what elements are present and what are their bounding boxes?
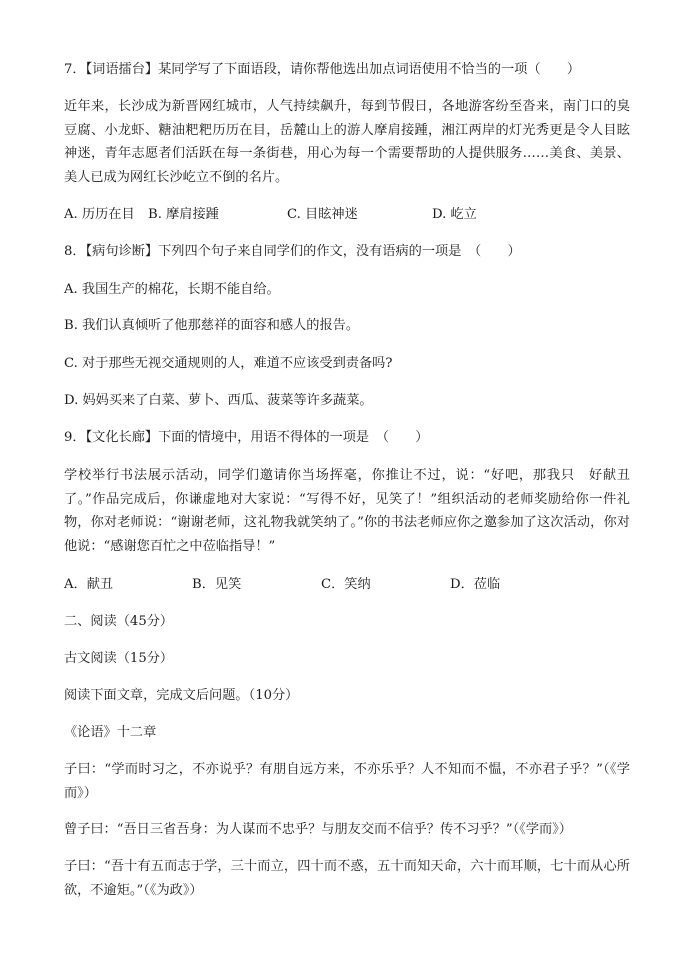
q7-option-c: C. 目眩神迷 bbox=[287, 207, 358, 222]
quote-3: 子曰：“吾十有五而志于学，三十而立，四十而不惑，五十而知天命，六十而耳顺，七十而从心所欲，不逾矩。”（《为政》） bbox=[64, 859, 630, 898]
q8-option-b: B. 我们认真倾听了他那慈祥的面容和感人的报告。 bbox=[64, 318, 360, 333]
quote-2: 曾子曰：“吾日三省吾身：为人谋而不忠乎？与朋友交而不信乎？传不习乎？”（《学而》） bbox=[64, 822, 572, 837]
text-title: 《论语》十二章 bbox=[64, 725, 157, 740]
q9-passage: 学校举行书法展示活动，同学们邀请你当场挥毫，你推让不过，说：“好吧，那我只 好献丑了。”作品完成后，你谦虚地对大家说：“写得不好，见笑了！”组织活动的老师奖励给你一件礼物，你对老师说：“谢谢老师，这礼物我就笑纳了。”你的书法老师应你之邀参加了这次活动，你对他说：“感谢您百忙之中莅临指导！” bbox=[64, 468, 630, 554]
q8-option-c: C. 对于那些无视交通规则的人，难道不应该受到责备吗? bbox=[64, 356, 393, 371]
q9-option-a: A．献丑 bbox=[64, 577, 114, 592]
section-heading: 二、阅读（45分） bbox=[64, 614, 174, 629]
q8-title: 8．【病句诊断】下列四个句子来自同学们的作文，没有语病的一项是 （ ） bbox=[64, 244, 521, 259]
q9-option-c: C．笑纳 bbox=[321, 577, 371, 592]
q9-option-d: D．莅临 bbox=[450, 577, 501, 592]
q7-option-a: A. 历历在目 bbox=[64, 207, 135, 222]
reading-instruction: 阅读下面文章，完成文后问题。（10分） bbox=[64, 688, 299, 703]
q8-option-d: D. 妈妈买来了白菜、萝卜、西瓜、菠菜等许多蔬菜。 bbox=[64, 393, 373, 408]
quote-1: 子曰：“学而时习之，不亦说乎？有朋自远方来，不亦乐乎？人不知而不愠，不亦君子乎？”（《学而》） bbox=[64, 762, 630, 801]
q9-title: 9．【文化长廊】下面的情境中，用语不得体的一项是 （ ） bbox=[64, 430, 429, 445]
q7-title: 7．【词语擂台】某同学写了下面语段，请你帮他选出加点词语使用不恰当的一项（ ） bbox=[64, 62, 581, 77]
q7-passage: 近年来，长沙成为新晋网红城市，人气持续飙升，每到节假日，各地游客纷至沓来，南门口的臭豆腐、小龙虾、糖油粑粑历历在目，岳麓山上的游人摩肩接踵，湘江两岸的灯光秀更是令人目眩神迷，青年志愿者们活跃在每一条街巷，用心为每一个需要帮助的人提供服务……美食、美景、美人已成为网红长沙屹立不倒的名片。 bbox=[64, 99, 630, 185]
q7-option-d: D. 屹立 bbox=[432, 207, 477, 222]
q9-option-b: B．见笑 bbox=[192, 577, 242, 592]
q8-option-a: A. 我国生产的棉花，长期不能自给。 bbox=[64, 282, 280, 297]
subsection-heading: 古文阅读（15分） bbox=[64, 651, 174, 666]
q7-option-b: B. 摩肩接踵 bbox=[148, 207, 219, 222]
